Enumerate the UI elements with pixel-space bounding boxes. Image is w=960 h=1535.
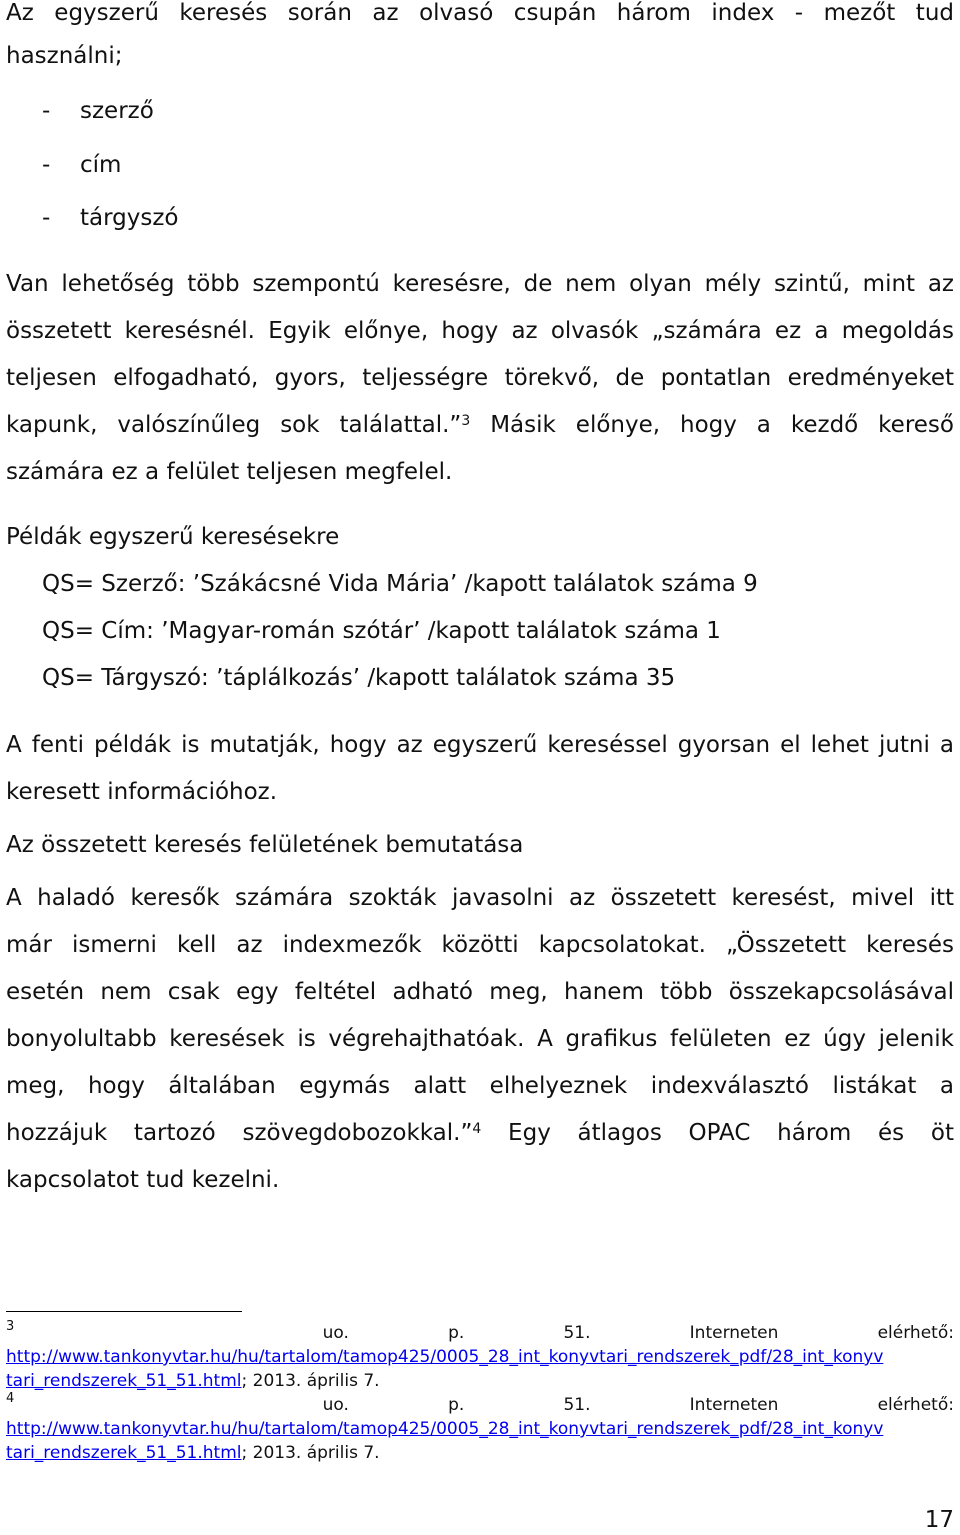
footnote-text: p. — [448, 1395, 465, 1415]
paragraph-1-line-2: használni; — [6, 43, 123, 69]
paragraph-2-line-3: teljesen elfogadható, gyors, teljességre törekvő, de pontatlan eredményeket — [6, 365, 954, 391]
paragraph-4-line-7: kapcsolatot tud kezelni. — [6, 1167, 280, 1193]
footnote-text: uo. — [322, 1395, 349, 1415]
paragraph-3-line-2: keresett információhoz. — [6, 779, 278, 805]
footnote-text: Interneten — [689, 1323, 779, 1343]
paragraph-2-line-1: Van lehetőség több szempontú keresésre, de nem olyan mély szintű, mint az — [6, 271, 954, 297]
footnote-link[interactable]: http://www.tankonyvtar.hu/hu/tartalom/tamop425/0005_28_int_konyvtari_rendszerek_pdf/28_int_konyv — [6, 1419, 884, 1439]
examples-heading: Példák egyszerű keresésekre — [6, 524, 340, 550]
paragraph-4-line-6 — [6, 1116, 954, 1150]
footnote-4 — [6, 1393, 954, 1465]
paragraph-2-line-4-b: Másik előnye, hogy a kezdő kereső — [470, 412, 954, 438]
footnote-number: 4 — [6, 1391, 15, 1406]
paragraph-2-line-5: számára ez a felület teljesen megfelel. — [6, 459, 453, 485]
footnote-text: p. — [448, 1323, 465, 1343]
list-item: - tárgyszó — [42, 205, 179, 231]
section-heading: Az összetett keresés felületének bemutatása — [6, 832, 524, 858]
footnote-text: 51. — [563, 1395, 591, 1415]
footnote-text: uo. — [322, 1323, 349, 1343]
list-item-text: cím — [80, 152, 122, 178]
footnote-ref-3: 3 — [461, 413, 471, 429]
paragraph-3-line-1: A fenti példák is mutatják, hogy az egyszerű kereséssel gyorsan el lehet jutni a — [6, 732, 954, 758]
list-item: - cím — [42, 152, 122, 178]
footnote-text: Interneten — [689, 1395, 779, 1415]
list-item-text: tárgyszó — [80, 205, 179, 231]
footnote-number: 3 — [6, 1319, 15, 1334]
footnote-text: 51. — [563, 1323, 591, 1343]
footnote-text: elérhető: — [877, 1395, 954, 1415]
footnote-separator — [6, 1311, 242, 1312]
footnote-3 — [6, 1321, 954, 1393]
paragraph-4-line-6-b: Egy átlagos OPAC három és öt — [481, 1120, 954, 1146]
paragraph-4-line-1: A haladó keresők számára szokták javasolni az összetett keresést, mivel itt — [6, 885, 954, 911]
footnote-link[interactable]: tari_rendszerek_51_51.html — [6, 1443, 242, 1463]
footnote-link[interactable]: http://www.tankonyvtar.hu/hu/tartalom/tamop425/0005_28_int_konyvtari_rendszerek_pdf/28_int_konyv — [6, 1347, 884, 1367]
example-item: QS= Szerző: ’Szákácsné Vida Mária’ /kapott találatok száma 9 — [42, 571, 758, 597]
paragraph-1-line-1: Az egyszerű keresés során az olvasó csupán három index - mezőt tud — [6, 0, 954, 26]
paragraph-2-line-4 — [6, 408, 954, 442]
paragraph-4-line-2: már ismerni kell az indexmezők közötti kapcsolatokat. „Összetett keresés — [6, 932, 954, 958]
example-item: QS= Tárgyszó: ’táplálkozás’ /kapott találatok száma 35 — [42, 665, 676, 691]
footnote-date: ; 2013. április 7. — [241, 1443, 380, 1463]
footnote-text: elérhető: — [877, 1323, 954, 1343]
footnote-link[interactable]: tari_rendszerek_51_51.html — [6, 1371, 242, 1391]
paragraph-4-line-5: meg, hogy általában egymás alatt elhelyeznek indexválasztó listákat a — [6, 1073, 954, 1099]
paragraph-4-line-3: esetén nem csak egy feltétel adható meg, hanem több összekapcsolásával — [6, 979, 954, 1005]
example-item: QS= Cím: ’Magyar-román szótár’ /kapott találatok száma 1 — [42, 618, 721, 644]
paragraph-2-line-2: összetett keresésnél. Egyik előnye, hogy az olvasók „számára ez a megoldás — [6, 318, 954, 344]
page-number: 17 — [924, 1507, 954, 1533]
list-item: - szerző — [42, 98, 154, 124]
paragraph-4-line-4: bonyolultabb keresések is végrehajthatóak. A grafikus felületen ez úgy jelenik — [6, 1026, 954, 1052]
paragraph-2-line-4-a: kapunk, valószínűleg sok találattal.” — [6, 412, 462, 438]
paragraph-4-line-6-a: hozzájuk tartozó szövegdobozokkal.” — [6, 1120, 473, 1146]
footnote-date: ; 2013. április 7. — [241, 1371, 380, 1391]
list-item-text: szerző — [80, 98, 154, 124]
footnote-ref-4: 4 — [472, 1121, 482, 1137]
